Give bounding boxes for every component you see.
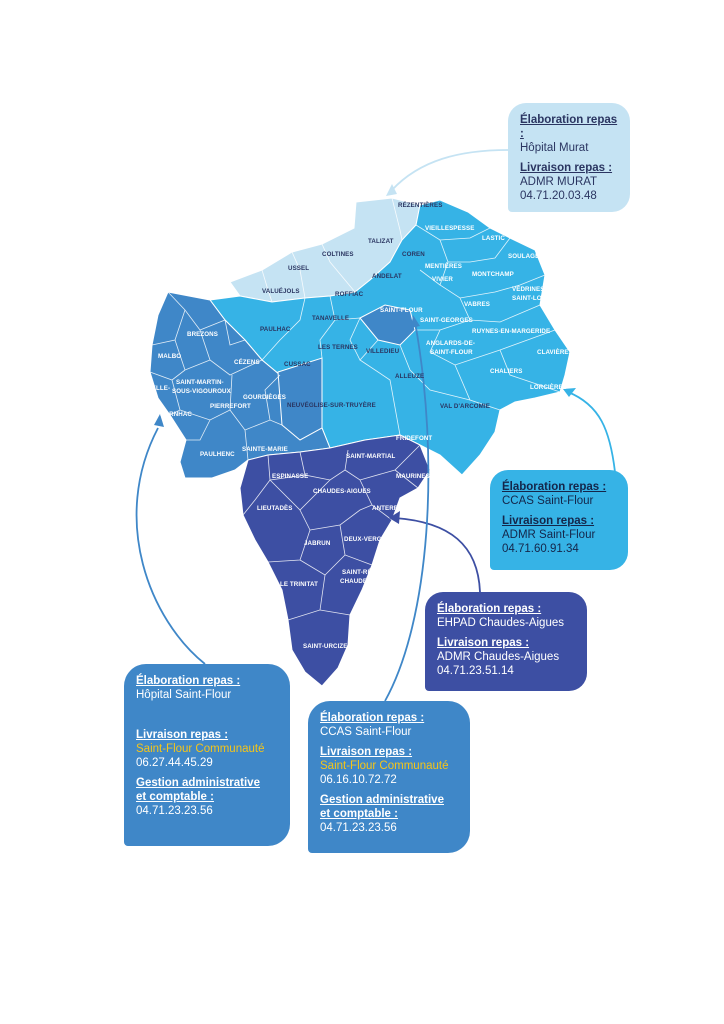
commune-chaliers: CHALIERS <box>490 368 523 375</box>
commune-gourdieges: GOURDIÈGES <box>243 394 286 401</box>
commune-lieutades: LIEUTADÈS <box>257 505 293 512</box>
label-gestion: Gestion administrative <box>320 794 444 806</box>
label-elaboration: Élaboration repas : <box>136 675 241 687</box>
commune-paulhenc: PAULHENC <box>200 451 235 458</box>
commune-saintmartial: SAINT-MARTIAL <box>346 453 396 460</box>
phone-number: 06.27.44.45.29 <box>136 757 213 769</box>
label-elaboration: Élaboration repas : <box>502 481 607 493</box>
label-gestion-2: et comptable : <box>320 808 398 820</box>
label-elaboration: Élaboration repas : <box>520 114 618 140</box>
value-livraison: Saint-Flour Communauté <box>320 760 449 772</box>
commune-lacapelle-1: LACAPELLE- <box>130 385 171 392</box>
commune-rezentieres: RÉZENTIÈRES <box>398 202 443 209</box>
value-livraison: ADMR MURAT <box>520 176 598 188</box>
commune-roffiac: ROFFIAC <box>335 291 364 298</box>
value-livraison: ADMR Saint-Flour <box>502 529 596 541</box>
label-elaboration: Élaboration repas : <box>437 603 542 615</box>
commune-anterrieux: ANTERRIEUX <box>372 505 414 512</box>
label-gestion-2: et comptable : <box>136 791 214 803</box>
commune-stmartin-1: SAINT-MARTIN- <box>176 379 224 386</box>
commune-vivier: VIVIER <box>432 276 453 283</box>
commune-lastic: LASTIC <box>482 235 505 242</box>
info-box-saintflour <box>490 470 628 570</box>
commune-ruynes: RUYNES-EN-MARGERIDE <box>472 328 551 335</box>
info-box-hopital-saintflour <box>124 664 290 846</box>
commune-clavieres: CLAVIÈRES <box>537 349 573 356</box>
commune-vedrines-1: VÉDRINES- <box>512 286 547 293</box>
commune-ussel: USSEL <box>288 265 310 272</box>
commune-coltines: COLTINES <box>322 251 354 258</box>
commune-talizat: TALIZAT <box>368 238 394 245</box>
arrow-murat <box>392 150 508 190</box>
commune-soulages: SOULAGES <box>508 253 544 260</box>
label-livraison: Livraison repas : <box>520 162 613 174</box>
commune-maurines: MAURINES <box>396 473 430 480</box>
commune-neuveglise: NEUVÉGLISE-SUR-TRUYÈRE <box>287 402 376 409</box>
info-box-chaudesaigues <box>425 592 587 691</box>
phone-number: 06.16.10.72.72 <box>320 774 397 786</box>
commune-brezons: BREZONS <box>187 331 218 338</box>
commune-paulhac: PAULHAC <box>260 326 291 333</box>
label-livraison: Livraison repas : <box>320 746 413 758</box>
commune-lacapelle-2: BARRÈS <box>130 394 157 401</box>
commune-deuxverges: DEUX-VERGES <box>344 536 391 543</box>
phone-number-gestion: 04.71.23.23.56 <box>136 805 213 817</box>
commune-espinasse: ESPINASSE <box>272 473 309 480</box>
commune-letrinitat: LE TRINITAT <box>280 581 318 588</box>
value-elaboration: EHPAD Chaudes-Aigues <box>437 617 564 629</box>
commune-cezens: CÉZENS <box>234 359 260 366</box>
commune-vieillespesse: VIEILLESPESSE <box>425 225 475 232</box>
commune-anglards-1: ANGLARDS-DE- <box>426 340 475 347</box>
commune-villedieu: VILLEDIEU <box>366 348 400 355</box>
phone-number: 04.71.60.91.34 <box>502 543 579 555</box>
label-gestion: Gestion administrative <box>136 777 260 789</box>
value-elaboration: CCAS Saint-Flour <box>320 726 412 738</box>
commune-tanavelle: TANAVELLE <box>312 315 350 322</box>
commune-lesternes: LES TERNES <box>318 344 358 351</box>
commune-cussac: CUSSAC <box>284 361 311 368</box>
label-livraison: Livraison repas : <box>502 515 595 527</box>
commune-fridefont: FRIDEFONT <box>396 435 433 442</box>
commune-andelat: ANDELAT <box>372 273 402 280</box>
label-livraison: Livraison repas : <box>437 637 530 649</box>
commune-stremy-2: CHAUDES-AIGUES <box>340 578 398 585</box>
commune-vedrines-2: SAINT-LOUP <box>512 295 551 302</box>
phone-number-gestion: 04.71.23.23.56 <box>320 822 397 834</box>
commune-stremy-1: SAINT-RÉMY-DE- <box>342 569 394 576</box>
commune-narnhac: NARNHAC <box>160 411 192 418</box>
info-box-murat <box>508 103 630 212</box>
info-box-ccas-saintflour <box>308 701 470 853</box>
commune-alleuze: ALLEUZE <box>395 373 425 380</box>
phone-number: 04.71.20.03.48 <box>520 190 597 202</box>
commune-valdarcomie: VAL D'ARCOMIE <box>440 403 490 410</box>
commune-saintgeorges: SAINT-GEORGES <box>420 317 473 324</box>
value-elaboration: Hôpital Saint-Flour <box>136 689 232 701</box>
commune-montchamp: MONTCHAMP <box>472 271 514 278</box>
label-livraison: Livraison repas : <box>136 729 229 741</box>
commune-pierrefort: PIERREFORT <box>210 403 251 410</box>
value-livraison: Saint-Flour Communauté <box>136 743 265 755</box>
commune-valuejols: VALUÉJOLS <box>262 288 300 295</box>
commune-anglards-2: SAINT-FLOUR <box>430 349 473 356</box>
commune-saintflour: SAINT-FLOUR <box>380 307 423 314</box>
commune-mentieres: MENTIÈRES <box>425 263 462 270</box>
commune-chaudesaigues: CHAUDES-AIGUES <box>313 488 371 495</box>
value-elaboration: Hôpital Murat <box>520 142 589 154</box>
commune-vabres: VABRES <box>464 301 490 308</box>
commune-coren: COREN <box>402 251 425 258</box>
arrow-stflour <box>568 392 615 472</box>
phone-number: 04.71.23.51.14 <box>437 665 514 677</box>
commune-stmartin-2: SOUS-VIGOUROUX <box>172 388 231 395</box>
commune-sainturcize: SAINT-URCIZE <box>303 643 348 650</box>
commune-lorcieres: LORCIÈRES <box>530 384 567 391</box>
arrow-chaudes <box>395 518 480 592</box>
label-elaboration: Élaboration repas : <box>320 712 425 724</box>
commune-malbo: MALBO <box>158 353 182 360</box>
commune-saintemarie: SAINTE-MARIE <box>242 446 288 453</box>
commune-jabrun: JABRUN <box>304 540 331 547</box>
value-elaboration: CCAS Saint-Flour <box>502 495 594 507</box>
value-livraison: ADMR Chaudes-Aigues <box>437 651 560 663</box>
